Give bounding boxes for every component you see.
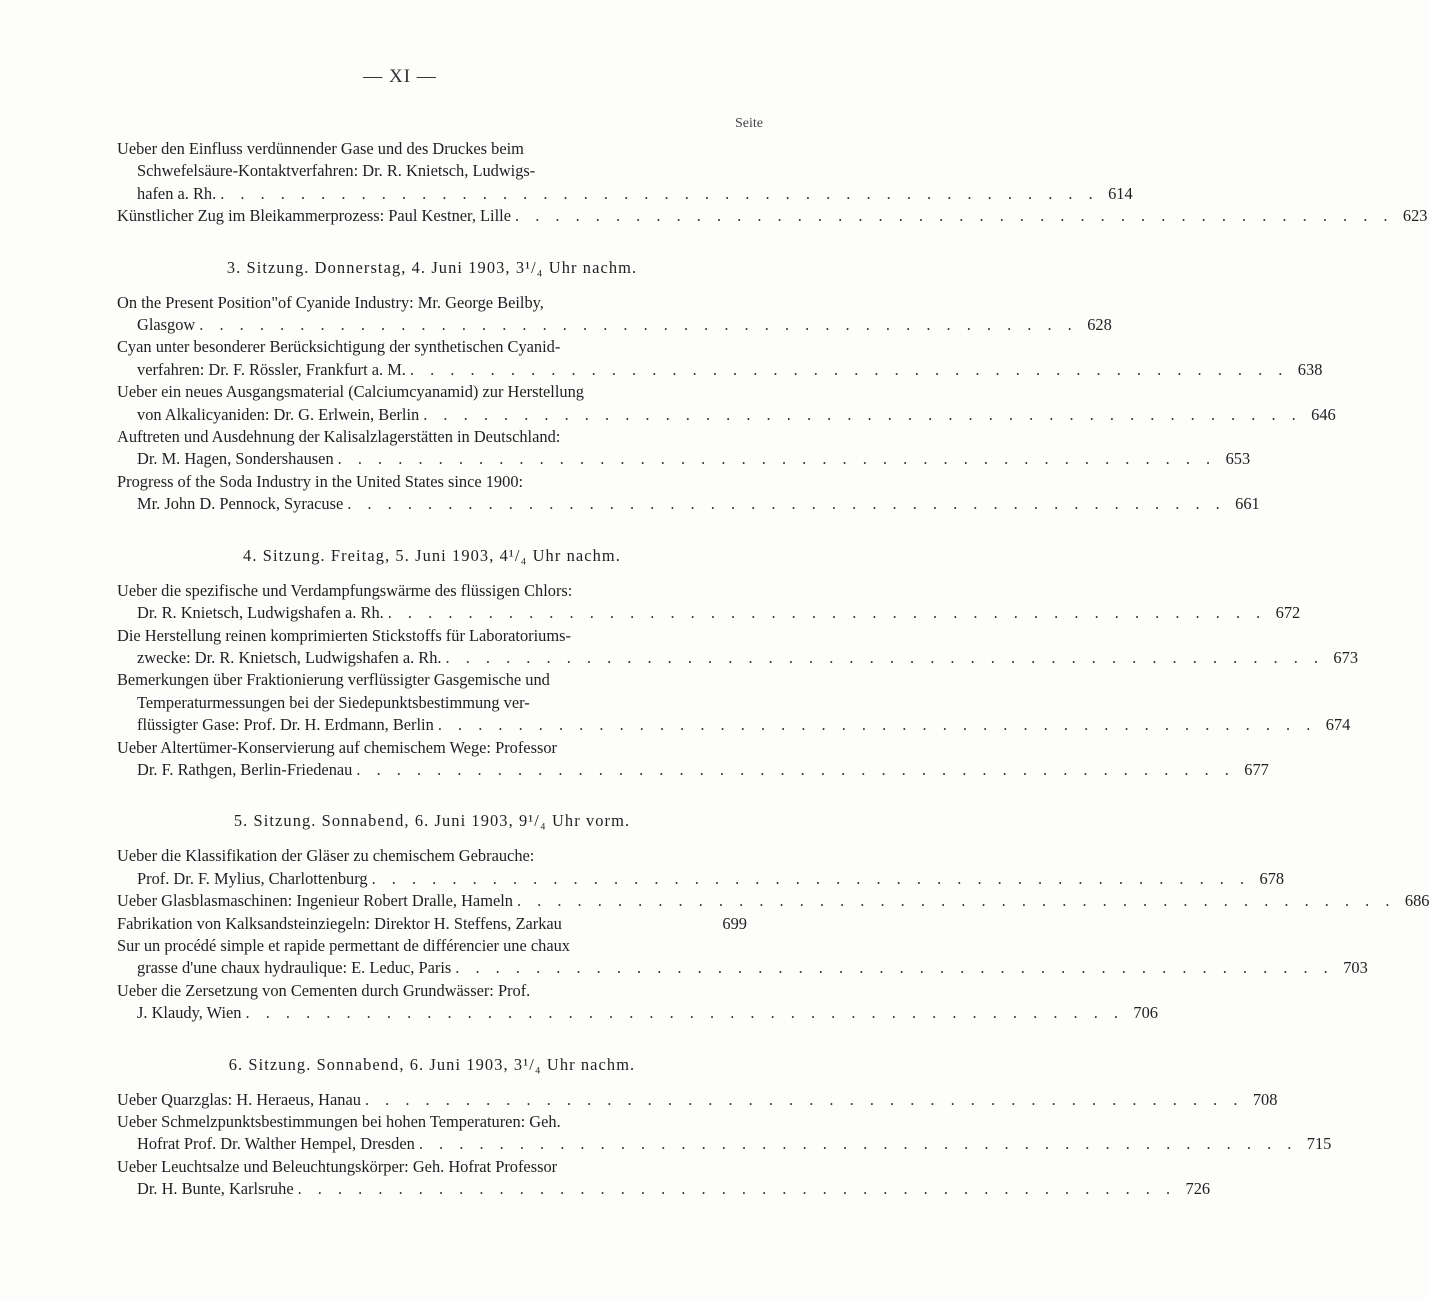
entry-line: grasse d'une chaux hydraulique: E. Leduc, Paris: [137, 958, 452, 978]
entry-line: Ueber Glasblasmaschinen: Ingenieur Robert Dralle, Hameln: [117, 891, 513, 911]
dot-leader: . . . . . . . . . . . . . . . . . . . . . . . . . . . . . . . . . . . . . . . . . . . .: [437, 715, 1317, 735]
session-heading: 6. Sitzung. Sonnabend, 6. Juni 1903, 3¹/₄ Uhr nachm.: [228, 1054, 636, 1074]
entry-line: J. Klaudy, Wien: [137, 1003, 242, 1023]
entry-line: Temperaturmessungen bei der Siedepunktsbestimmung ver-: [137, 692, 530, 712]
dot-leader: . . . . . . . . . . . . . . . . . . . . . . . . . . . . . . . . . . . . . . . . . . . .: [371, 868, 1251, 888]
page-number: 708: [1252, 1089, 1278, 1109]
entry-line: Ueber den Einfluss verdünnender Gase und des Druckes beim: [117, 139, 524, 158]
page-number: 638: [1297, 359, 1323, 379]
entry-final-line: [117, 205, 1428, 227]
entry-line: Mr. John D. Pennock, Syracuse: [137, 494, 344, 514]
entry-line: Ueber Altertümer-Konservierung auf chemischem Wege: Professor: [117, 737, 557, 757]
entry-group: [117, 292, 1336, 516]
entry-line: Ueber Quarzglas: H. Heraeus, Hanau: [117, 1089, 361, 1109]
page-number: 686: [1404, 891, 1429, 911]
toc-entry: [117, 138, 1133, 205]
entry-final-line: [117, 1002, 1158, 1024]
toc-entry: [117, 890, 1429, 912]
entry-line: Cyan unter besonderer Berücksichtigung der synthetischen Cyanid-: [117, 337, 561, 357]
dot-leader: . . . . . . . . . . . . . . . . . . . . . . . . . . . . . . . . . . . . . . . . . . . .: [445, 647, 1325, 667]
entry-line: Prof. Dr. F. Mylius, Charlottenburg: [137, 868, 368, 888]
seite-label: Seite: [735, 116, 763, 131]
session-heading: 3. Sitzung. Donnerstag, 4. Juni 1903, 3¹/₄ Uhr nachm.: [226, 257, 638, 277]
page-number: 614: [1108, 183, 1133, 203]
entry-line: Ueber Schmelzpunktsbestimmungen bei hohen Temperaturen: Geh.: [117, 1112, 561, 1131]
page-number: 715: [1306, 1134, 1332, 1154]
table-of-contents: [117, 138, 1429, 1231]
toc-entry: [117, 1089, 1278, 1111]
session-heading: 4. Sitzung. Freitag, 5. Juni 1903, 4¹/₄ Uhr nachm.: [243, 545, 621, 565]
toc-entry: [117, 205, 1428, 227]
entry-line: On the Present Position"of Cyanide Industry: Mr. George Beilby,: [117, 292, 544, 312]
entry-final-line: [117, 1133, 1332, 1155]
dot-leader: . . . . . . . . . . . . . . . . . . . . . . . . . . . . . . . . . . . . . . . . . . . .: [418, 1134, 1298, 1154]
entry-line: Sur un procédé simple et rapide permettant de différencier une chaux: [117, 935, 570, 955]
entry-line: verfahren: Dr. F. Rössler, Frankfurt a. M.: [137, 359, 406, 379]
dot-leader: . . . . . . . . . . . . . . . . . . . . . . . . . . . . . . . . . . . . . . . . . . . .: [356, 759, 1235, 779]
entry-group: [117, 138, 1428, 228]
toc-entry: [117, 737, 1269, 782]
entry-line: Glasgow: [137, 315, 196, 335]
entry-group: [117, 580, 1359, 782]
page-number: 653: [1225, 449, 1251, 469]
entry-final-line: [117, 759, 1269, 781]
toc-entry: [117, 580, 1301, 625]
page-number: 677: [1244, 759, 1269, 779]
entry-final-line: [117, 714, 1351, 736]
dot-leader: . . . . . . . . . . . . . . . . . . . . . . . . . . . . . . . . . . . . . . . . . . . .: [220, 183, 1099, 203]
dot-leader: . . . . . . . . . . . . . . . . . . . . . . . . . . . . . . . . . . . . . . . . . . . .: [423, 404, 1302, 424]
entry-line: von Alkalicyaniden: Dr. G. Erlwein, Berlin: [137, 404, 420, 424]
dot-leader: . . . . . . . . . . . . . . . . . . . . . . . . . . . . . . . . . . . . . . . . . . . .: [337, 449, 1217, 469]
entry-final-line: [117, 493, 1260, 515]
page-number: 661: [1235, 494, 1260, 514]
entry-group: [117, 845, 1429, 1024]
page-number: 628: [1087, 315, 1112, 335]
entry-line: hafen a. Rh.: [137, 183, 217, 203]
entry-final-line: [117, 1089, 1278, 1111]
entry-final-line: [117, 957, 1368, 979]
session-heading: 5. Sitzung. Sonnabend, 6. Juni 1903, 9¹/₄ Uhr vorm.: [233, 811, 631, 831]
entry-final-line: [117, 890, 1429, 912]
toc-entry: [117, 845, 1285, 890]
page-number: 703: [1343, 958, 1368, 978]
toc-entry: [117, 913, 747, 935]
toc-entry: [117, 471, 1260, 516]
toc-entry: [117, 381, 1336, 426]
entry-line: zwecke: Dr. R. Knietsch, Ludwigshafen a. Rh.: [137, 647, 442, 667]
dot-leader: . . . . . . . . . . . . . . . . . . . . . . . . . . . . . . . . . . . . . . . . . . . .: [199, 315, 1078, 335]
page-number: 706: [1133, 1003, 1158, 1023]
entry-line: Ueber die Klassifikation der Gläser zu chemischem Gebrauche:: [117, 846, 535, 866]
entry-line: Ueber die Zersetzung von Cementen durch Grundwässer: Prof.: [117, 980, 531, 1000]
dot-leader: . . . . . . . . . . . . . . . . . . . . . . . . . . . . . . . . . . . . . . . . . . . .: [515, 206, 1394, 226]
entry-line: Auftreten und Ausdehnung der Kalisalzlagerstätten in Deutschland:: [117, 427, 561, 447]
toc-entry: [117, 336, 1323, 381]
entry-final-line: [117, 913, 747, 935]
page-number: 678: [1259, 868, 1285, 888]
entry-line: Dr. H. Bunte, Karlsruhe: [137, 1179, 294, 1199]
entry-line: Fabrikation von Kalksandsteinziegeln: Direktor H. Steffens, Zarkau: [117, 913, 562, 933]
page-marker: — XI —: [363, 66, 437, 87]
entry-line: Dr. R. Knietsch, Ludwigshafen a. Rh.: [137, 603, 384, 623]
entry-group: [117, 1089, 1332, 1201]
page-number: 674: [1325, 715, 1351, 735]
page-number: 646: [1311, 404, 1336, 424]
entry-final-line: [117, 1178, 1211, 1200]
entry-final-line: [117, 359, 1323, 381]
entry-line: Ueber Leuchtsalze und Beleuchtungskörper: Geh. Hofrat Professor: [117, 1156, 558, 1176]
entry-line: Dr. F. Rathgen, Berlin-Friedenau: [137, 759, 353, 779]
toc-entry: [117, 292, 1112, 337]
entry-line: Progress of the Soda Industry in the United States since 1900:: [117, 471, 524, 491]
entry-line: Dr. M. Hagen, Sondershausen: [137, 449, 334, 469]
toc-entry: [117, 625, 1359, 670]
entry-line: Künstlicher Zug im Bleikammerprozess: Paul Kestner, Lille: [117, 206, 511, 226]
entry-line: flüssigter Gase: Prof. Dr. H. Erdmann, Berlin: [137, 715, 434, 735]
page-number: 726: [1185, 1179, 1211, 1199]
entry-final-line: [117, 404, 1336, 426]
toc-entry: [117, 669, 1351, 736]
page-number: 673: [1333, 647, 1359, 667]
dot-leader: . . . . . . . . . . . . . . . . . . . . . . . . . . . . . . . . . . . . . . . . . . . .: [455, 958, 1334, 978]
entry-final-line: [117, 314, 1112, 336]
toc-entry: [117, 1156, 1211, 1201]
entry-final-line: [117, 602, 1301, 624]
entry-final-line: [117, 183, 1133, 205]
entry-final-line: [117, 647, 1359, 669]
page-number: 699: [722, 913, 747, 933]
dot-leader: . . . . . . . . . . . . . . . . . . . . . . . . . . . . . . . . . . . . . . . . . . . .: [297, 1179, 1177, 1199]
dot-leader: . . . . . . . . . . . . . . . . . . . . . . . . . . . . . . . . . . . . . . . . . . . .: [245, 1003, 1124, 1023]
dot-leader: . . . . . . . . . . . . . . . . . . . . . . . . . . . . . . . . . . . . . . . . . . . .: [387, 603, 1267, 623]
dot-leader: . . . . . . . . . . . . . . . . . . . . . . . . . . . . . . . . . . . . . . . . . . . .: [409, 359, 1289, 379]
entry-final-line: [117, 448, 1251, 470]
toc-entry: [117, 1111, 1332, 1156]
entry-final-line: [117, 868, 1285, 890]
entry-line: Ueber die spezifische und Verdampfungswärme des flüssigen Chlors:: [117, 580, 573, 600]
dot-leader: . . . . . . . . . . . . . . . . . . . . . . . . . . . . . . . . . . . . . . . . . . . .: [364, 1089, 1244, 1109]
entry-line: Bemerkungen über Fraktionierung verflüssigter Gasgemische und: [117, 670, 550, 690]
dot-leader: . . . . . . . . . . . . . . . . . . . . . . . . . . . . . . . . . . . . . . . . . . . .: [347, 494, 1226, 514]
dot-leader: . . . . . . . . . . . . . . . . . . . . . . . . . . . . . . . . . . . . . . . . . . . .: [516, 891, 1396, 911]
entry-line: Schwefelsäure-Kontaktverfahren: Dr. R. Knietsch, Ludwigs-: [137, 161, 536, 181]
toc-entry: [117, 935, 1368, 980]
entry-line: Ueber ein neues Ausgangsmaterial (Calciumcyanamid) zur Herstellung: [117, 382, 584, 402]
page-number: 672: [1275, 603, 1301, 623]
page-number: 623: [1402, 206, 1428, 226]
toc-entry: [117, 980, 1158, 1025]
toc-entry: [117, 426, 1251, 471]
entry-line: Die Herstellung reinen komprimierten Stickstoffs für Laboratoriums-: [117, 625, 571, 645]
entry-line: Hofrat Prof. Dr. Walther Hempel, Dresden: [137, 1134, 415, 1154]
